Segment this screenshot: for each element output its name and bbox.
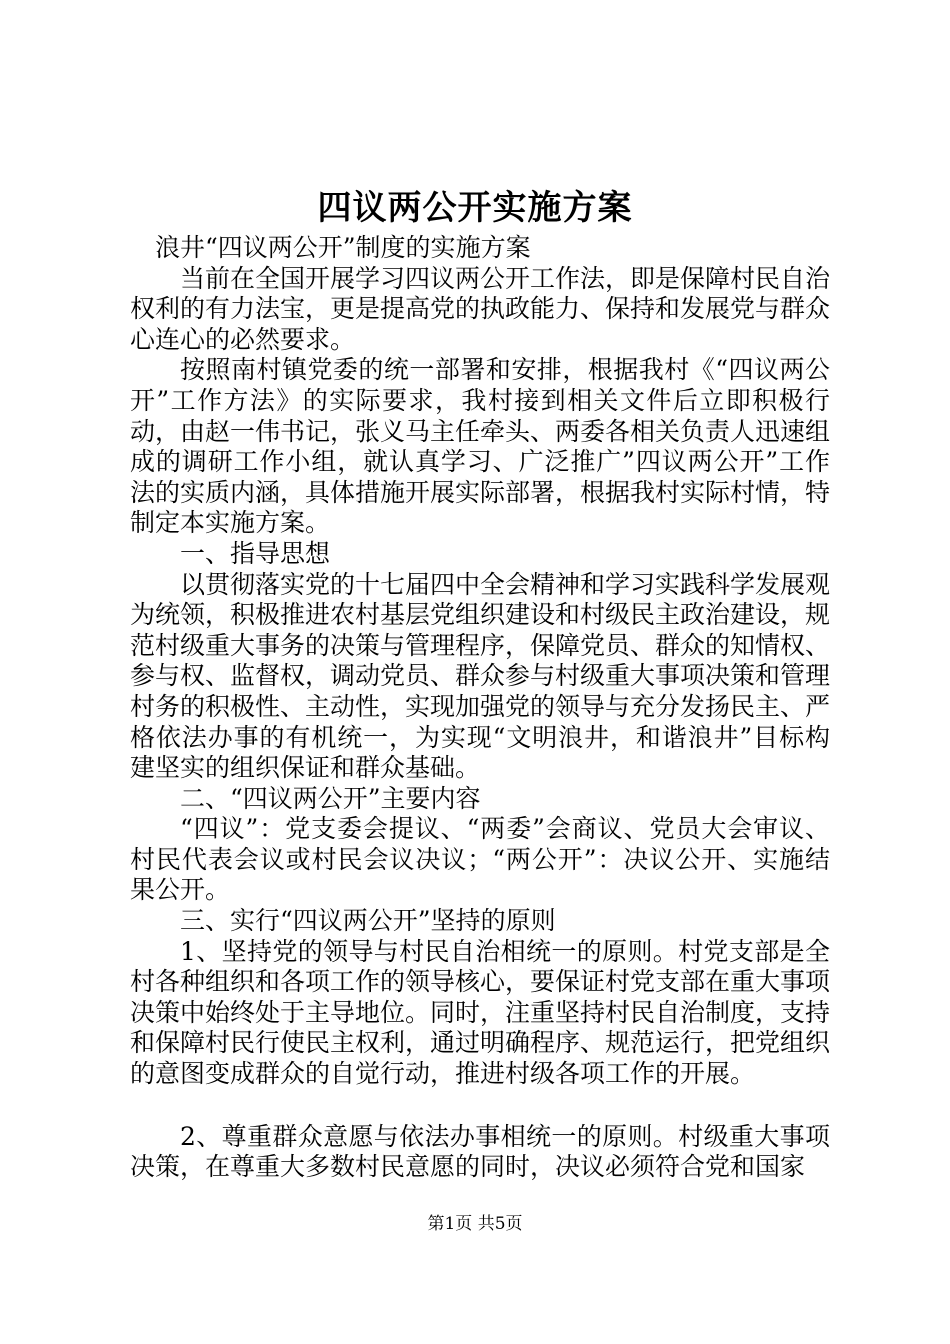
document-body xyxy=(130,233,830,1183)
page-footer: 第1页 共5页 xyxy=(427,1214,523,1234)
paragraph-subtitle: 浪井“四议两公开”制度的实施方案 xyxy=(155,233,531,262)
heading-main-content: 二、“四议两公开”主要内容 xyxy=(180,783,481,813)
heading-principles: 三、实行“四议两公开”坚持的原则 xyxy=(180,906,556,936)
heading-guiding-thought: 一、指导思想 xyxy=(180,538,331,568)
document-title: 四议两公开实施方案 xyxy=(317,188,633,228)
paragraph-intro: 当前在全国开展学习四议两公开工作法，即是保障村民自治权利的有力法宝，更是提高党的执政能力、保持和发展党与群众心连心的必然要求。 xyxy=(130,263,831,354)
paragraph-principle-2: 2、尊重群众意愿与依法办事相统一的原则。村级重大事项决策，在尊重大多数村民意愿的同时，决议必须符合党和国家 xyxy=(130,1121,830,1182)
paragraph-deployment: 按照南村镇党委的统一部署和安排，根据我村《“四议两公开”工作方法》的实际要求，我村接到相关文件后立即积极行动，由赵一伟书记，张义马主任牵头、两委各相关负责人迅速组成的调研工作小组，就认真学习、广泛推广”四议两公开”工作法的实质内涵，具体措施开展实际部署，根据我村实际村情，特制定本实施方案。 xyxy=(130,355,831,538)
paragraph-principle-1: 1、坚持党的领导与村民自治相统一的原则。村党支部是全村各种组织和各项工作的领导核心，要保证村党支部在重大事项决策中始终处于主导地位。同时，注重坚持村民自治制度，支持和保障村民行使民主权利，通过明确程序、规范运行，把党组织的意图变成群众的自觉行动，推进村级各项工作的开展。 xyxy=(130,936,831,1089)
paragraph-guiding-thought: 以贯彻落实党的十七届四中全会精神和学习实践科学发展观为统领，积极推进农村基层党组织建设和村级民主政治建设，规范村级重大事务的决策与管理程序，保障党员、群众的知情权、参与权、监督权，调动党员、群众参与村级重大事项决策和管理村务的积极性、主动性，实现加强党的领导与充分发扬民主、严格依法办事的有机统一，为实现“文明浪井，和谐浪井”目标构建坚实的组织保证和群众基础。 xyxy=(130,569,831,783)
paragraph-main-content: “四议”：党支委会提议、“两委”会商议、党员大会审议、村民代表会议或村民会议决议；“两公开”：决议公开、实施结果公开。 xyxy=(130,814,830,905)
